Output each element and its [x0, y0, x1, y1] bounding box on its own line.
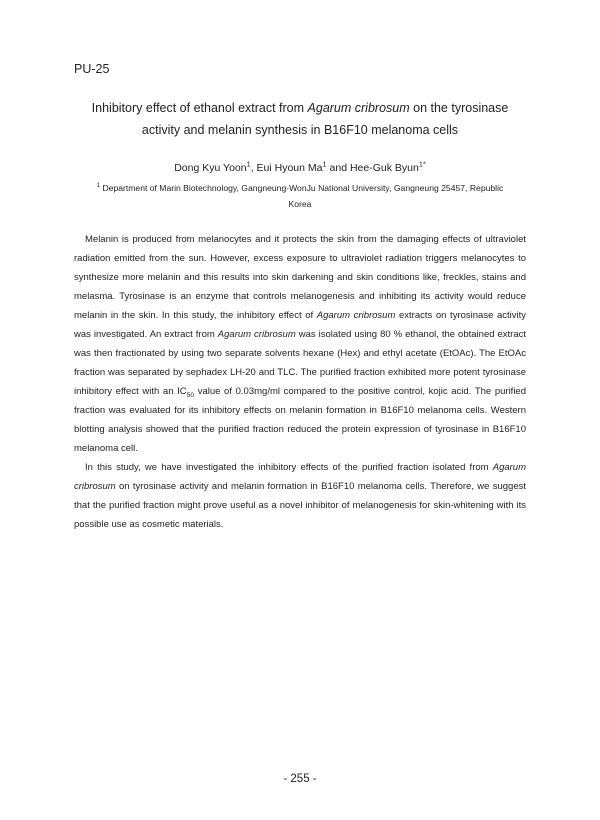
affiliation [80, 180, 520, 212]
abstract-paragraph-1 [74, 230, 526, 458]
species-name: Agarum cribrosum [316, 310, 396, 321]
ic50-subscript: 50 [186, 391, 195, 399]
paper-title [60, 97, 540, 141]
author-separator: and [326, 162, 350, 174]
author-separator: , [250, 162, 257, 174]
author-affil-mark: 1* [418, 159, 426, 169]
species-name: Agarum cribrosum [74, 462, 526, 492]
affiliation-line-2: Korea [288, 199, 312, 209]
page-number: - 255 - [283, 773, 317, 785]
author-name: Hee-Guk Byun [349, 162, 419, 174]
author-name: Eui Hyoun Ma [256, 162, 323, 174]
abstract-code: PU-25 [74, 62, 110, 76]
author-list [60, 160, 540, 176]
title-line-2: activity and melanin synthesis in B16F10 melanoma cells [141, 123, 459, 137]
affiliation-mark: 1 [96, 183, 101, 190]
p1-text-a: Melanin is produced from melanocytes and it protects the skin from the damaging effects of ultraviolet radiation emitted from the sun. However, excess exposure to ultraviolet radiation triggers melanocytes to synthesize more melanin and this results into skin darkening and skin conditions like, freckles, stains and melasma. Tyrosinase is an enzyme that controls melanogenesis and inhibiting its activity would reduce melanin in the skin. In this study, the inhibitory effect of [74, 234, 526, 321]
p1-text-b: extracts on tyrosinase activity was investigated. An extract from [74, 310, 527, 340]
abstract-paragraph-2 [74, 458, 526, 534]
author-name: Dong Kyu Yoon [174, 162, 247, 174]
author-affil-mark: 1 [322, 159, 327, 169]
abstract-body [74, 230, 526, 534]
species-name: Agarum cribrosum [217, 329, 296, 340]
title-text-end: on the tyrosinase [409, 101, 509, 115]
p2-text-a: In this study, we have investigated the inhibitory effects of the purified fraction isolated from [85, 462, 493, 473]
title-text-start: Inhibitory effect of ethanol extract from [91, 101, 308, 115]
p1-text-d: value of 0.03mg/ml compared to the positive control, kojic acid. The purified fraction was evaluated for its inhibitory effects on melanin formation in B16F10 melanoma cells. Western blotting analysis showed that the purified fraction reduced the protein expression of tyrosinase in B16F10 melanoma cell. [74, 386, 526, 454]
affiliation-line-1: Department of Marin Biotechnology, Gangneung-WonJu National University, Gangneung 25457, Republic [102, 183, 504, 193]
title-species: Agarum cribrosum [307, 101, 410, 115]
p1-text-c: was isolated using 80 % ethanol, the obtained extract was then fractionated by using two separate solvents hexane (Hex) and ethyl acetate (EtOAc). The EtOAc fraction was separated by sephadex LH-20 and TLC. The purified fraction exhibited more potent tyrosinase inhibitory effect with an IC [74, 329, 527, 397]
author-affil-mark: 1 [246, 159, 251, 169]
p2-text-b: on tyrosinase activity and melanin formation in B16F10 melanoma cells. Therefore, we suggest that the purified fraction might prove useful as a novel inhibitor of melanogenesis for skin-whitening with its possible use as cosmetic materials. [74, 481, 526, 530]
